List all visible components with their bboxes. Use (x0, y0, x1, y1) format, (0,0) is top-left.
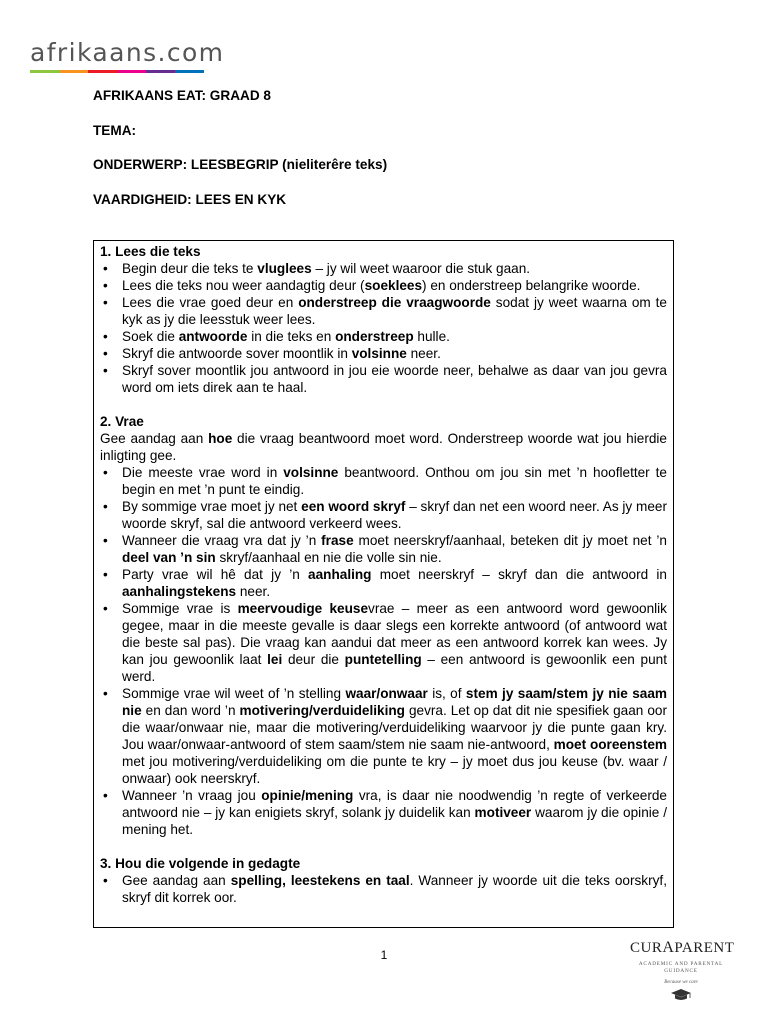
emphasis-text: volsinne (283, 465, 339, 480)
logo-text: afrikaans.com (30, 38, 225, 67)
list-item (100, 328, 667, 345)
heading-theme: TEMA: (93, 122, 137, 138)
body-text: beantwoord. Onthou om jou sin met ’n hoofletter te begin en met ’n punt te eindig. (122, 465, 667, 497)
body-text: Party vrae wil hê dat jy ’n (122, 567, 309, 582)
list-item (100, 345, 667, 362)
body-text: Soek die (122, 329, 179, 344)
body-text: en dan word ’n (141, 703, 240, 718)
emphasis-text: motiveer (474, 805, 532, 820)
section-1-title: 1. Lees die teks (100, 244, 201, 259)
instructions-box (93, 240, 674, 928)
body-text: Gee aandag aan (122, 873, 231, 888)
section-3-list (100, 872, 667, 906)
list-item (100, 532, 667, 566)
afrikaans-logo (30, 40, 224, 73)
body-text: Lees die vrae goed deur en (122, 295, 299, 310)
body-text: – een antwoord is gewoonlik een punt werd. (122, 652, 667, 684)
body-text: – jy wil weet waaroor die stuk gaan. (311, 261, 531, 276)
graduation-cap-icon (630, 988, 732, 1007)
emphasis-text: volsinne (351, 346, 407, 361)
body-text: met jou motivering/verduideliking om die punte te kry – jy moet dus jou keuse (bv. waar / onwaar) ook neerskryf. (122, 754, 667, 786)
emphasis-text: vluglees (257, 261, 312, 276)
emphasis-text: onderstreep (335, 329, 414, 344)
list-item (100, 294, 667, 328)
list-item (100, 362, 667, 396)
logo-color-bar (30, 70, 204, 73)
body-text: ) en onderstreep belangrike woorde. (422, 278, 641, 293)
body-text: Lees die teks nou weer aandagtig deur ( (122, 278, 365, 293)
body-text: – skryf dan net een woord neer. As jy meer woorde skryf, sal die antwoord verkeerd wees. (122, 499, 667, 531)
body-text: Sommige vrae wil weet of ’n stelling (122, 686, 346, 701)
curaparent-subtitle: ACADEMIC AND PARENTAL GUIDANCE (638, 961, 724, 974)
body-text: vra, is daar nie noodwendig ’n regte of verkeerde antwoord nie – jy kan enigiets skryf, solank jy duidelik kan (122, 788, 667, 820)
emphasis-text: deel van ’n sin (122, 550, 216, 565)
list-item (100, 872, 667, 906)
body-text: skryf/aanhaal en nie die volle sin nie. (215, 550, 442, 565)
section-2-title: 2. Vrae (100, 414, 144, 429)
emphasis-text: onderstreep die vraagwoorde (298, 295, 491, 310)
emphasis-text: puntetelling (344, 652, 422, 667)
section-3-title: 3. Hou die volgende in gedagte (100, 856, 301, 871)
list-item (100, 260, 667, 277)
heading-skill: VAARDIGHEID: LEES EN KYK (93, 191, 287, 207)
list-item (100, 685, 667, 787)
body-text: gevra. Let op dat dit nie spesifiek gaan oor die waar/onwaar nie, maar die motivering/verduideliking waarvoor jy die punte gaan kry. Jou waar/onwaar-antwoord of stem saam/stem nie saam nie-antwoord, (122, 703, 667, 752)
emphasis-text: lei (267, 652, 283, 667)
body-text: Begin deur die teks te (122, 261, 258, 276)
list-item (100, 600, 667, 685)
heading-subject: AFRIKAANS EAT: GRAAD 8 (93, 88, 271, 103)
body-text: . Wanneer jy woorde uit die teks oorskryf, skryf dit korrek oor. (122, 873, 667, 905)
body-text: is, of (427, 686, 466, 701)
body-text: die vraag beantwoord moet word. Onderstreep woorde wat jou hierdie inligting gee. (100, 431, 667, 463)
emphasis-text: motivering/verduideliking (239, 703, 405, 718)
emphasis-text: antwoorde (178, 329, 248, 344)
page-number: 1 (380, 948, 388, 962)
body-text: Die meeste vrae word in (122, 465, 284, 480)
list-item (100, 787, 667, 838)
body-text: deur die (282, 652, 345, 667)
emphasis-text: frase (321, 533, 354, 548)
emphasis-text: opinie/mening (261, 788, 354, 803)
emphasis-text: aanhalingstekens (122, 584, 237, 599)
body-text: Wanneer die vraag vra dat jy ’n (122, 533, 322, 548)
body-text: Skryf sover moontlik jou antwoord in jou eie woorde neer, behalwe as daar van jou gevra word om iets direk aan te haal. (122, 363, 667, 395)
emphasis-text: aanhaling (308, 567, 372, 582)
document-headings (93, 88, 387, 226)
body-text: neer. (236, 584, 271, 599)
body-text: waarom jy die opinie / mening het. (122, 805, 668, 837)
body-text: sodat jy weet waarna om te kyk as jy die leesstuk weer lees. (122, 295, 667, 327)
body-text: vrae – meer as een antwoord word gewoonlik gegee, maar in die meeste gevalle is daar slegs een korrekte antwoord (of antwoord wat die beste sal pas). Die vraag kan aandui dat meer as een antwoord korrek kan wees. Jy kan jou gewoonlik laat (122, 601, 667, 667)
emphasis-text: een woord skryf (301, 499, 406, 514)
emphasis-text: meervoudige keuse (237, 601, 369, 616)
curaparent-logo (630, 939, 735, 1007)
body-text: in die teks en (247, 329, 336, 344)
section-2-list (100, 464, 667, 838)
body-text: Skryf die antwoorde sover moontlik in (122, 346, 352, 361)
body-text: Gee aandag aan (100, 431, 209, 446)
curaparent-name: CURAPARENT (630, 939, 735, 956)
emphasis-text: spelling, leestekens en taal (230, 873, 410, 888)
section-2-intro (100, 430, 667, 464)
list-item (100, 566, 667, 600)
body-text: moet neerskryf – skryf dan die antwoord in (371, 567, 667, 582)
body-text: Sommige vrae is (122, 601, 238, 616)
body-text: By sommige vrae moet jy net (122, 499, 302, 514)
list-item (100, 498, 667, 532)
emphasis-text: hoe (208, 431, 233, 446)
body-text: Wanneer ’n vraag jou (122, 788, 262, 803)
list-item (100, 277, 667, 294)
section-1-list (100, 260, 667, 396)
body-text: neer. (406, 346, 441, 361)
emphasis-text: stem jy saam/stem jy nie saam nie (122, 686, 667, 718)
body-text: moet neerskryf/aanhaal, beteken dit jy moet net ’n (353, 533, 667, 548)
heading-topic: ONDERWERP: LEESBEGRIP (nieliterêre teks) (93, 157, 388, 172)
emphasis-text: soeklees (364, 278, 423, 293)
emphasis-text: waar/onwaar (345, 686, 428, 701)
curaparent-tagline: Because we care (664, 980, 698, 985)
list-item (100, 464, 667, 498)
emphasis-text: moet ooreenstem (553, 737, 667, 752)
body-text: hulle. (413, 329, 450, 344)
